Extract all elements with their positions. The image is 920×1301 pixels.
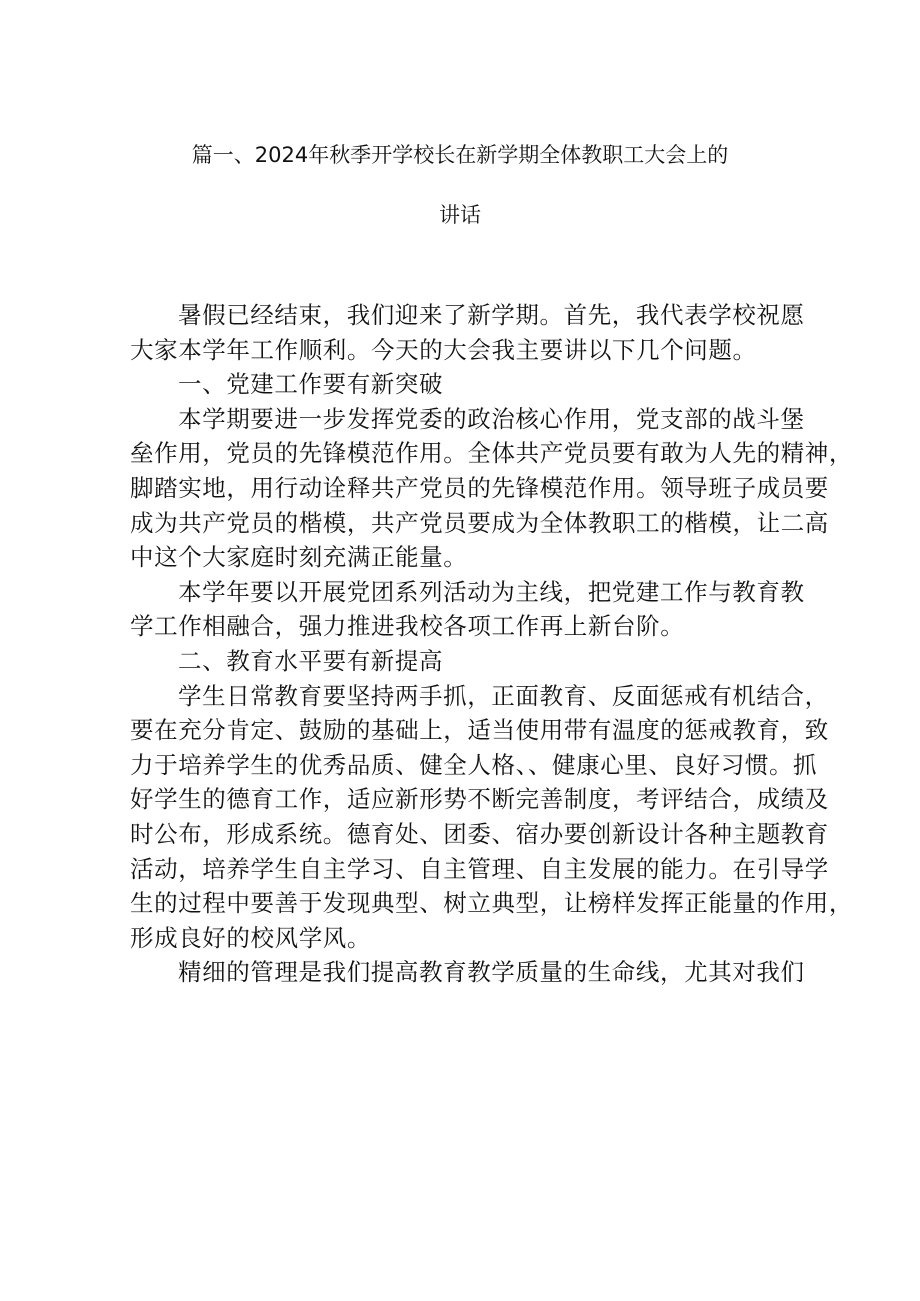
paragraph-line: 时公布，形成系统。德育处、团委、宿办要创新设计各种主题教育 [130, 819, 829, 848]
paragraph-line: 力于培养学生的优秀品质、健全人格、、健康心里、良好习惯。抓 [130, 750, 818, 779]
paragraph-line: 成为共产党员的楷模，共产党员要成为全体教职工的楷模，让二高 [130, 508, 829, 537]
paragraph-line: 脚踏实地，用行动诠释共产党员的先锋模范作用。领导班子成员要 [130, 473, 829, 502]
paragraph-line: 精细的管理是我们提高教育教学质量的生命线，尤其对我们 [178, 958, 805, 987]
paragraph-line: 要在充分肯定、鼓励的基础上，适当使用带有温度的惩戒教育，致 [130, 716, 829, 745]
paragraph-line: 中这个大家庭时刻充满正能量。 [130, 543, 468, 572]
paragraph-line: 学生日常教育要坚持两手抓，正面教育、反面惩戒有机结合， [178, 681, 829, 710]
paragraph-line: 活动，培养学生自主学习、自主管理、自主发展的能力。在引导学 [130, 854, 829, 883]
paragraph-line: 大家本学年工作顺利。今天的大会我主要讲以下几个问题。 [130, 335, 757, 364]
paragraph-line: 垒作用，党员的先锋模范作用。全体共产党员要有敢为人先的精神， [130, 439, 853, 468]
section-heading: 二、教育水平要有新提高 [178, 646, 444, 675]
paragraph-line: 学工作相融合，强力推进我校各项工作再上新台阶。 [130, 612, 685, 641]
document-title-line-2: 讲话 [439, 203, 481, 227]
paragraph-line: 暑假已经结束，我们迎来了新学期。首先，我代表学校祝愿 [178, 301, 805, 329]
paragraph-line: 本学年要以开展党团系列活动为主线，把党建工作与教育教 [178, 577, 805, 606]
paragraph-line: 好学生的德育工作，适应新形势不断完善制度，考评结合，成绩及 [130, 785, 829, 814]
section-heading: 一、党建工作要有新突破 [178, 370, 444, 399]
paragraph-line: 生的过程中要善于发现典型、树立典型，让榜样发挥正能量的作用， [130, 889, 853, 918]
paragraph-line: 本学期要进一步发挥党委的政治核心作用，党支部的战斗堡 [178, 404, 805, 433]
document-title-line-1: 篇一、2024年秋季开学校长在新学期全体教职工大会上的 [191, 143, 729, 167]
paragraph-line: 形成良好的校风学风。 [130, 923, 371, 952]
document-body [130, 298, 853, 990]
